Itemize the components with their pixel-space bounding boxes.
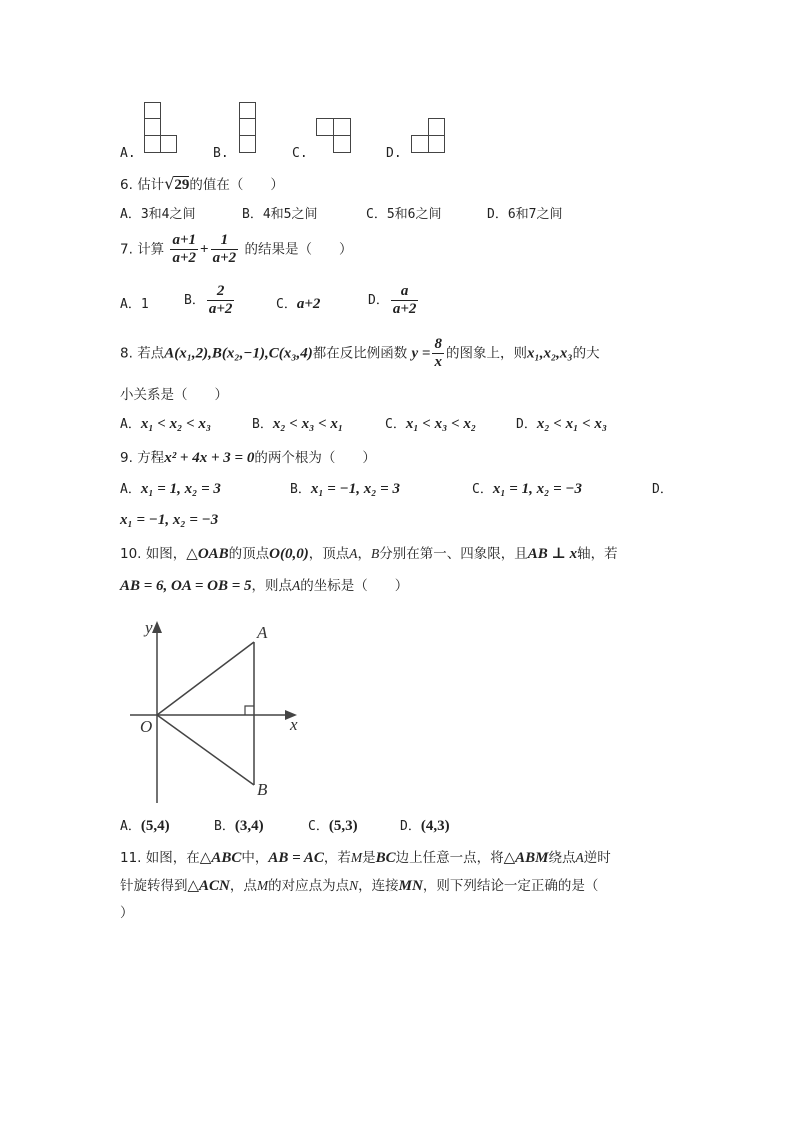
fig-y-label: y	[145, 618, 153, 637]
q6-option-b: B．4和5之间	[242, 207, 318, 222]
q5-label-c: C.	[292, 146, 308, 161]
fig-a-label: A	[257, 623, 268, 642]
q10-option-d: D．(4,3)	[400, 818, 450, 834]
q9-option-b: B．x₁ = −1, x₂ = 3	[290, 481, 400, 497]
q9-option-d-label: D．	[652, 482, 673, 497]
q10-stem: 10. 如图，△OAB的顶点O(0,0)，顶点A，B分别在第一、四象限，且AB ⊥ x轴，若	[120, 546, 618, 562]
segment-oa	[157, 642, 254, 715]
q11-stem-line2: 针旋转得到△ACN，点M的对应点为点N，连接MN，则下列结论一定正确的是（	[120, 878, 599, 894]
q9-stem	[120, 446, 376, 467]
fig-o-label: O	[140, 717, 153, 736]
q10-option-b: B．(3,4)	[214, 818, 264, 834]
q11-number: 11.	[120, 850, 142, 866]
q8-mid: 都在反比例函数	[312, 345, 408, 362]
q7-fraction-1: $\frac{a+1}{a+2}$	[172, 232, 197, 266]
q8-vars: x₁,x₂,x₃	[526, 345, 573, 362]
q9-option-c: C．x₁ = 1, x₂ = −3	[472, 481, 582, 497]
q10-figure	[125, 615, 310, 805]
q11-stem: 11. 如图，在△ABC中，AB = AC，若M是BC边上任意一点，将△ABM绕点A逆时	[120, 850, 611, 866]
q6-suffix: 的值在（ ）	[189, 177, 284, 193]
q7-option-a: A．1	[120, 297, 149, 312]
q7-number: 7.	[120, 241, 133, 258]
q6-option-c: C．5和6之间	[366, 207, 442, 222]
q7-option-d: D． $\frac{a}{a+2}$	[368, 283, 417, 317]
q9-suffix: 的两个根为（ ）	[254, 450, 376, 466]
q8-stem	[120, 336, 600, 371]
q10-number: 10.	[120, 546, 142, 562]
q7-prefix: 计算	[137, 241, 165, 258]
q7-plus: +	[200, 241, 209, 258]
q8-points: A(x₁,2),B(x₂,−1),C(x₃,4)	[164, 345, 313, 362]
q7-stem	[120, 232, 352, 267]
y-axis-arrow-icon	[152, 621, 162, 633]
q8-end: 的大	[572, 345, 600, 362]
q7-suffix: 的结果是（ ）	[244, 241, 353, 258]
q6-radicand: 29	[174, 177, 190, 193]
q7-option-b: B． $\frac{2}{a+2}$	[184, 283, 233, 317]
q9-prefix: 方程	[137, 450, 165, 466]
q8-prefix: 若点	[137, 345, 165, 362]
q6-stem	[120, 173, 284, 194]
sqrt-icon: √	[164, 174, 175, 193]
q8-option-d: D．x₂ < x₁ < x₃	[516, 416, 608, 432]
q5-label-d: D.	[386, 146, 402, 161]
q6-option-a: A．3和4之间	[120, 207, 196, 222]
q8-option-a: A．x₁ < x₂ < x₃	[120, 416, 212, 432]
fig-b-label: B	[257, 780, 268, 799]
q10-option-c: C．(5,3)	[308, 818, 358, 834]
q8-func-lhs: y =	[411, 345, 431, 362]
q6-number: 6.	[120, 177, 133, 193]
q8-option-c: C．x₁ < x₃ < x₂	[385, 416, 477, 432]
q9-option-d-expr: x₁ = −1, x₂ = −3	[120, 512, 219, 528]
q5-label-a: A.	[120, 146, 136, 161]
q5-label-b: B.	[213, 146, 229, 161]
q8-func-fraction: $\frac{8}{x}$	[434, 336, 442, 370]
q7-fraction-2: $\frac{1}{a+2}$	[212, 232, 237, 266]
q8-line2: 小关系是（ ）	[120, 387, 228, 403]
q10-stem-line2: AB = 6, OA = OB = 5，则点A的坐标是（ ）	[120, 578, 409, 594]
q8-option-b: B．x₂ < x₃ < x₁	[252, 416, 344, 432]
q7-option-c: C．a+2	[276, 296, 321, 312]
q8-mid2: 的图象上，则	[445, 345, 527, 362]
fig-x-label: x	[290, 715, 298, 734]
q11-stem-line3: ）	[120, 905, 134, 921]
q10-option-a: A．(5,4)	[120, 818, 170, 834]
q9-option-a: A．x₁ = 1, x₂ = 3	[120, 481, 221, 497]
q9-number: 9.	[120, 450, 133, 466]
q6-prefix: 估计	[137, 177, 165, 193]
q8-number: 8.	[120, 345, 133, 362]
q6-option-d: D．6和7之间	[487, 207, 563, 222]
segment-ob	[157, 715, 254, 785]
q9-equation: x² + 4x + 3 = 0	[164, 450, 255, 466]
right-angle-mark	[245, 706, 254, 715]
